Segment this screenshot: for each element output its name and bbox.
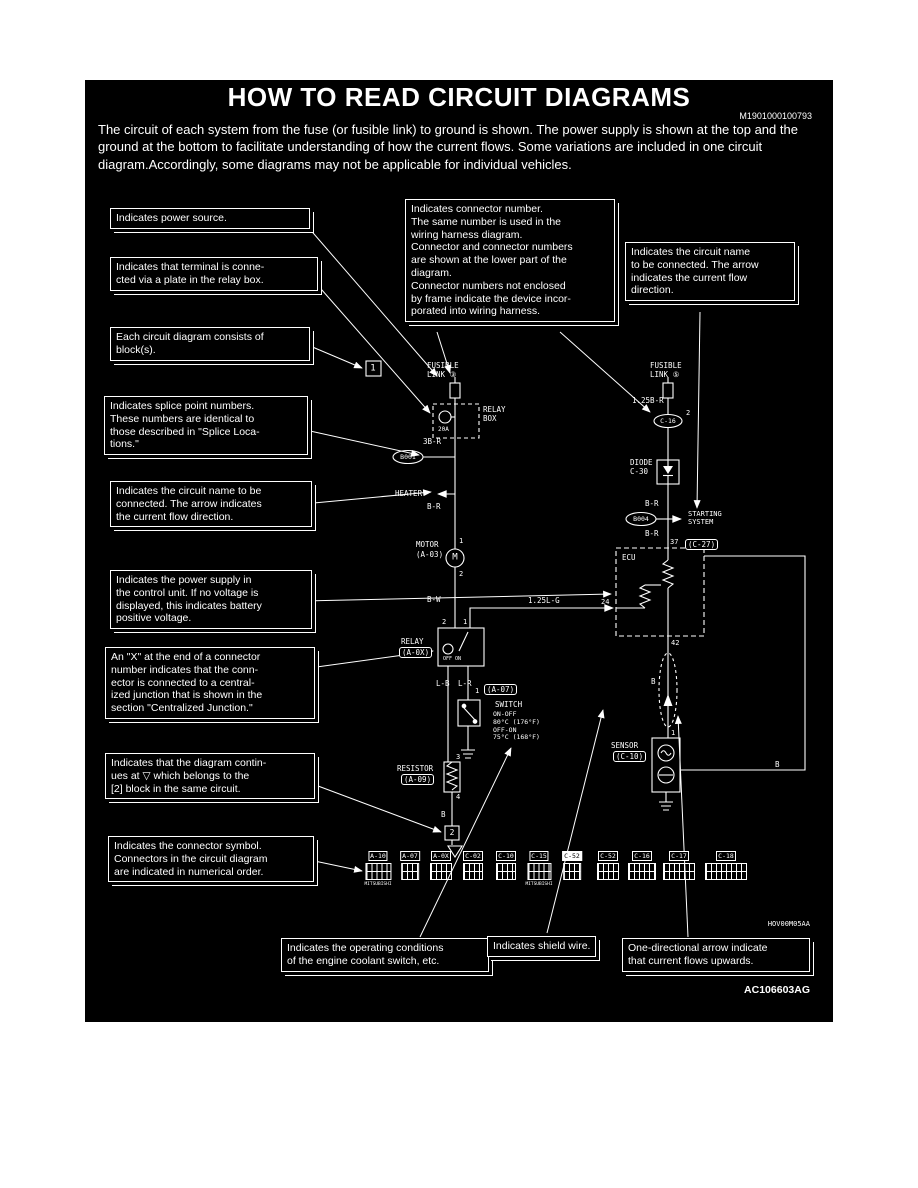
label-switch-conditions: ON-OFF 80°C (176°F) OFF-ON 75°C (168°F) <box>493 710 540 742</box>
connector-label: C-16 <box>634 852 650 860</box>
label-sensor-connector: (C-10) <box>613 751 646 762</box>
label-ecu-pin-37: 37 <box>670 538 679 546</box>
connector-label: C-15 <box>531 852 547 860</box>
label-ecu: ECU <box>622 553 636 562</box>
sensor-symbol-box <box>652 738 680 792</box>
label-motor-pin-1: 1 <box>459 537 464 545</box>
callout-power-source: Indicates power source. <box>110 208 310 229</box>
leader-lines <box>301 219 700 937</box>
callout-circuit-name: Indicates the circuit name to be connected. The arrow indicates the current flow direction. <box>110 481 312 527</box>
callout-one-directional: One-directional arrow indicate that current flows upwards. <box>622 938 810 972</box>
label-wire-1-25b-r: 1.25B-R <box>632 396 664 405</box>
callout-operating-conditions: Indicates the operating conditions of the engine coolant switch, etc. <box>281 938 489 972</box>
label-wire-b-left: B <box>441 810 446 819</box>
connector-label: A-0X <box>433 852 449 860</box>
connector-c16-oval <box>654 415 682 428</box>
label-wire-l-b: L-B <box>436 679 450 688</box>
label-wire-3b-r: 3B-R <box>423 437 442 446</box>
callout-terminal-plate: Indicates that terminal is conne- cted via a plate in the relay box. <box>110 257 318 291</box>
connector-caption: MITSUBISHI <box>364 882 392 887</box>
label-sensor: SENSOR <box>611 741 639 750</box>
label-fusible-link-3: FUSIBLE LINK ③ <box>427 361 459 379</box>
relay-coil-symbol <box>439 411 451 423</box>
ground-symbol-sensor <box>659 802 673 810</box>
label-starting-system: STARTING SYSTEM <box>688 510 722 527</box>
label-wire-b-w: B-W <box>427 595 441 604</box>
connector-label: C-10 <box>498 852 514 860</box>
label-wire-l-r: L-R <box>458 679 472 688</box>
connector-label: A-07 <box>402 852 418 860</box>
label-relay: RELAY <box>401 637 424 646</box>
callout-circuit-name-right: Indicates the circuit name to be connected. The arrow indicates the current flow direction. <box>625 242 795 301</box>
wire-b-loop <box>681 556 805 770</box>
connector-label: C-52 <box>564 852 580 860</box>
label-wire-b-r-2: B-R <box>645 499 659 508</box>
connector-label: C-17 <box>671 852 687 860</box>
label-relay-connector: (A-0X) <box>399 647 432 658</box>
label-motor: MOTOR <box>416 540 439 549</box>
label-resistor-pin-4: 4 <box>456 793 461 801</box>
resistor-symbol-box <box>444 762 460 792</box>
callout-shield-wire: Indicates shield wire. <box>487 936 596 957</box>
label-switch-pin-1: 1 <box>475 687 480 695</box>
callout-power-supply-control-unit: Indicates the power supply in the control unit. If no voltage is displayed, this indicates battery positive voltage. <box>110 570 312 629</box>
label-relay-pin-1: 1 <box>463 618 468 626</box>
label-relay-pin-2: 2 <box>442 618 447 626</box>
connector-label: A-10 <box>370 852 386 860</box>
ecu-box <box>616 548 704 636</box>
intro-text: The circuit of each system from the fuse (or fusible link) to ground is shown. The power supply is shown at the top and the ground at the bottom to facilitate understanding of how the current flows. Some variations are included in one circuit diagram.Accordingly, some diagrams may not be applicable for individual vehicles. <box>98 122 798 172</box>
label-ecu-pin-42: 42 <box>671 639 680 647</box>
figure-code: AC106603AG <box>744 984 810 996</box>
label-resistor-pin-3: 3 <box>456 753 461 761</box>
callout-diagram-continues: Indicates that the diagram contin- ues at ▽ which belongs to the [2] block in the same circuit. <box>105 753 315 799</box>
label-motor-pin-2: 2 <box>459 570 464 578</box>
label-switch-connector: (A-07) <box>484 684 517 695</box>
label-splice-b004: B004 <box>633 514 649 523</box>
ground-symbol-switch <box>461 750 475 758</box>
label-wire-b-mid: B <box>651 677 656 686</box>
callout-x-connector: An "X" at the end of a connector number indicates that the conn- ector is connected to a central- ized junction that is shown in the section "Centralized Junction." <box>105 647 315 719</box>
label-motor-connector: (A-03) <box>416 550 444 559</box>
callout-connector-number: Indicates connector number. The same number is used in the wiring harness diagram. Connector and connector numbers are shown at the lower part of the diagram. Connector numbers not enclosed by frame indicate the device incor- porated into wiring harness. <box>405 199 615 322</box>
circuit-wires <box>366 361 805 857</box>
label-block-1: 1 <box>370 363 376 374</box>
label-connector-c-16: C-16 <box>660 416 676 425</box>
label-heater: HEATER <box>395 489 423 498</box>
continuation-triangle <box>448 846 462 857</box>
connector-label: C-52 <box>600 852 616 860</box>
label-resistor: RESISTOR <box>397 764 434 773</box>
callout-splice-points: Indicates splice point numbers. These numbers are identical to those described in "Splice Loca- tions." <box>104 396 308 455</box>
block-2-box <box>445 826 459 840</box>
label-wire-1-25l-g: 1.25L-G <box>528 596 560 605</box>
label-diode: DIODE C-30 <box>630 458 653 476</box>
label-wire-b-far: B <box>775 760 780 769</box>
label-motor-m: M <box>452 552 458 563</box>
current-up-arrow <box>664 694 673 706</box>
motor-symbol <box>446 549 464 567</box>
fusible-link-symbol <box>450 383 460 398</box>
label-wire-b-r-1: B-R <box>427 502 441 511</box>
connector-caption: MITSUBISHI <box>525 882 553 887</box>
label-resistor-connector: (A-09) <box>401 774 434 785</box>
callout-connector-symbol: Indicates the connector symbol. Connectors in the circuit diagram are indicated in numerical order. <box>108 836 314 882</box>
label-connector-c-27: (C-27) <box>685 539 718 550</box>
block-1-box <box>366 361 381 376</box>
wire-to-ecu-24 <box>470 608 613 628</box>
label-block-2: 2 <box>449 828 455 837</box>
splice-b004-symbol <box>626 513 656 526</box>
connector-label: C-18 <box>718 852 734 860</box>
label-splice-b001: B001 <box>400 452 416 461</box>
plate-code: HOV00M05AA <box>767 920 810 928</box>
label-right-pin-2: 2 <box>686 409 691 417</box>
label-relay-off-on: OFF ON <box>443 656 462 662</box>
connector-label: C-02 <box>465 852 481 860</box>
doc-code: M1901000100793 <box>739 111 812 121</box>
label-fusible-link-5: FUSIBLE LINK ⑤ <box>650 361 682 379</box>
label-relay-amp: 20A <box>438 426 449 433</box>
label-switch: SWITCH <box>495 700 523 709</box>
fusible-link-5-symbol <box>663 383 673 398</box>
label-sensor-pin-1: 1 <box>671 729 676 737</box>
callout-blocks: Each circuit diagram consists of block(s). <box>110 327 310 361</box>
page-title: HOW TO READ CIRCUIT DIAGRAMS <box>227 82 691 112</box>
label-wire-b-r-3: B-R <box>645 529 659 538</box>
label-ecu-pin-24: 24 <box>601 598 610 606</box>
label-relay-box: RELAY BOX <box>483 405 506 423</box>
